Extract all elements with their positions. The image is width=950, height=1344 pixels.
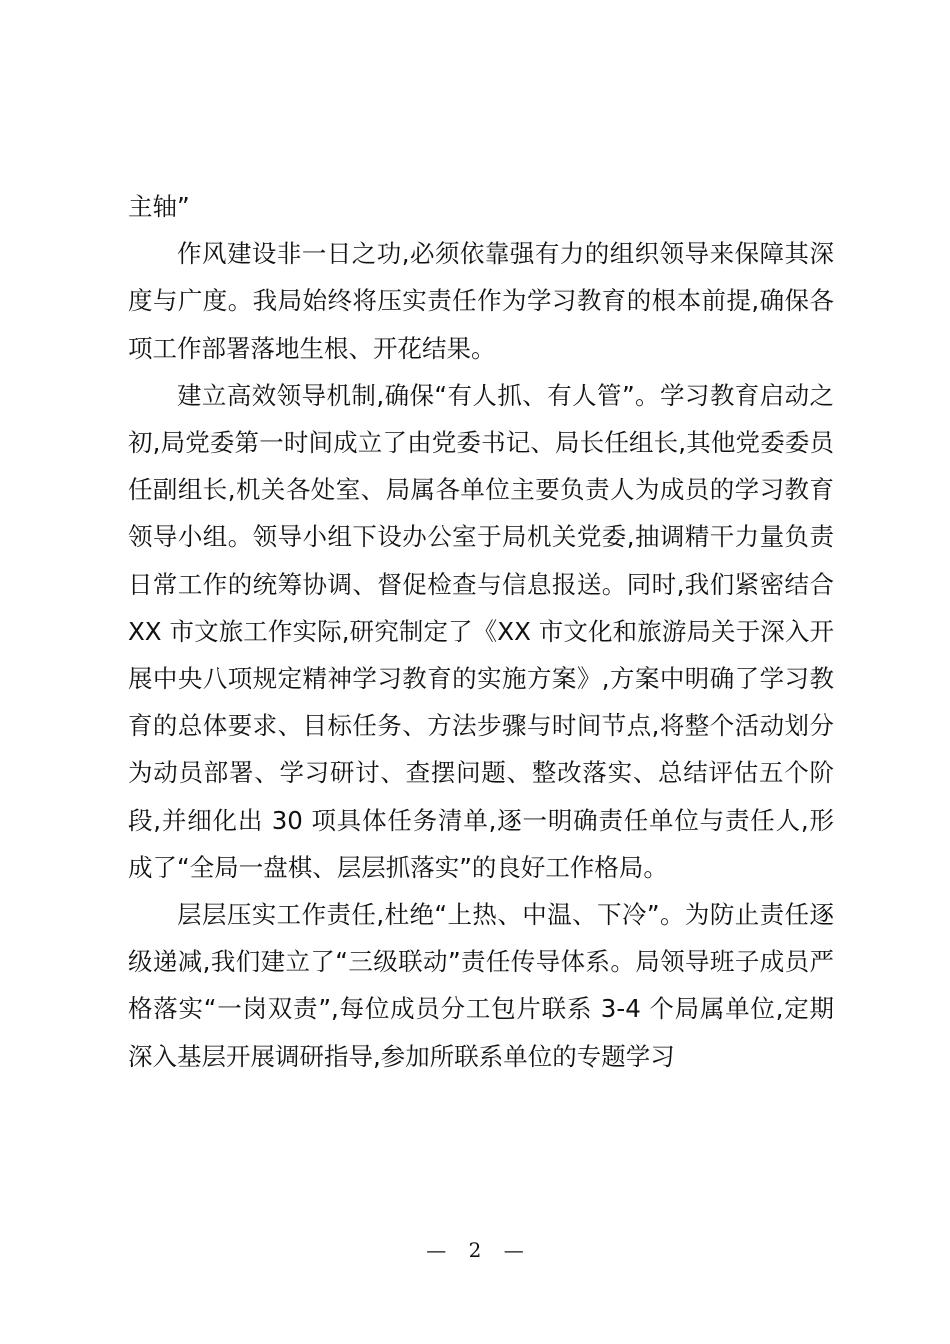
paragraph: 建立高效领导机制,确保“有人抓、有人管”。学习教育启动之初,局党委第一时间成立了由党委书记、局长任组长,其他党委委员任副组长,机关各处室、局属各单位主要负责人为成员的学习教育领导小组。领导小组下设办公室于局机关党委,抽调精干力量负责日常工作的统筹协调、督促检查与信息报送。同时,我们紧密结合 XX 市文旅工作实际,研究制定了《XX 市文化和旅游局关于深入开展中央八项规定精神学习教育的实施方案》,方案中明确了学习教育的总体要求、目标任务、方法步骤与时间节点,将整个活动划分为动员部署、学习研讨、查摆问题、整改落实、总结评估五个阶段,并细化出 30 项具体任务清单,逐一明确责任单位与责任人,形成了“全局一盘棋、层层抓落实”的良好工作格局。 xyxy=(128,380,834,882)
paragraph-continuation: 主轴” xyxy=(128,192,190,221)
paragraph: 作风建设非一日之功,必须依靠强有力的组织领导来保障其深度与广度。我局始终将压实责任作为学习教育的根本前提,确保各项工作部署落地生根、开花结果。 xyxy=(128,239,834,363)
page-number: 2 xyxy=(468,1238,482,1262)
footer-dash-left: — xyxy=(426,1238,447,1262)
footer-dash-right: — xyxy=(503,1238,524,1262)
page-footer xyxy=(0,1238,950,1262)
paragraph: 层层压实工作责任,杜绝“上热、中温、下冷”。为防止责任逐级递减,我们建立了“三级联动”责任传导体系。局领导班子成员严格落实“一岗双责”,每位成员分工包片联系 3-4 个局属单位,定期深入基层开展调研指导,参加所联系单位的专题学习 xyxy=(128,900,834,1071)
body-text xyxy=(128,183,834,1080)
